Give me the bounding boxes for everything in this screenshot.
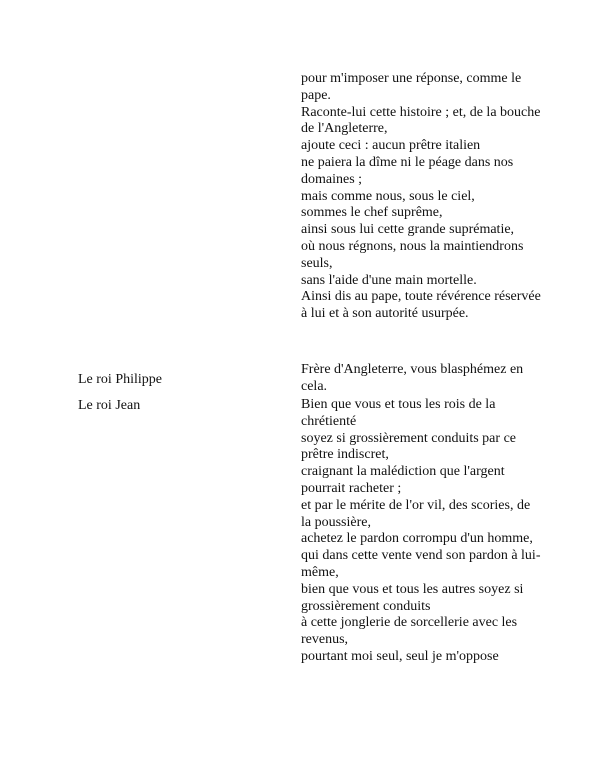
speech-line: pourtant moi seul, seul je m'oppose (301, 648, 499, 664)
speech-line: Raconte-lui cette histoire ; et, de la bouche de l'Angleterre, (301, 104, 541, 137)
speech-line: à cette jonglerie de sorcellerie avec les revenus, (301, 615, 518, 648)
speech-line: à lui et à son autorité usurpée. (301, 306, 469, 322)
speech-line: sommes le chef suprême, (301, 205, 443, 221)
speech-line: Frère d'Angleterre, vous blasphémez en cela. (301, 362, 524, 394)
speech-line: ainsi sous lui cette grande suprématie, (301, 222, 515, 238)
speech-line: Bien que vous et tous les rois de la chrétienté (301, 397, 496, 429)
speech-text (301, 397, 541, 666)
speech-line: soyez si grossièrement conduits par ce prêtre indiscret, (301, 430, 516, 463)
speech-line: où nous régnons, nous la maintiendrons seuls, (301, 238, 524, 271)
speech-line: sans l'aide d'une main mortelle. (301, 272, 477, 288)
speech-line: craignant la malédiction que l'argent pourrait racheter ; (301, 464, 505, 496)
speech-line: bien que vous et tous les autres soyez si grossièrement conduits (301, 581, 524, 614)
speech-line: ne paiera la dîme ni le péage dans nos domaines ; (301, 154, 514, 187)
speech-line: ajoute ceci : aucun prêtre italien (301, 138, 481, 154)
speech-text (301, 362, 541, 396)
speech-line: qui dans cette vente vend son pardon à lui-même, (301, 548, 541, 580)
speaker-name: Le roi Philippe (78, 372, 162, 387)
speech-line: pour m'imposer une réponse, comme le pape. (301, 71, 522, 103)
speech-line: Ainsi dis au pape, toute révérence réservée (301, 289, 541, 305)
speech-line: mais comme nous, sous le ciel, (301, 188, 475, 204)
speaker-name: Le roi Jean (78, 398, 141, 413)
speech-line: et par le mérite de l'or vil, des scories, de la poussière, (301, 497, 531, 530)
speech-line: achetez le pardon corrompu d'un homme, (301, 531, 533, 547)
speech-text (301, 71, 541, 323)
